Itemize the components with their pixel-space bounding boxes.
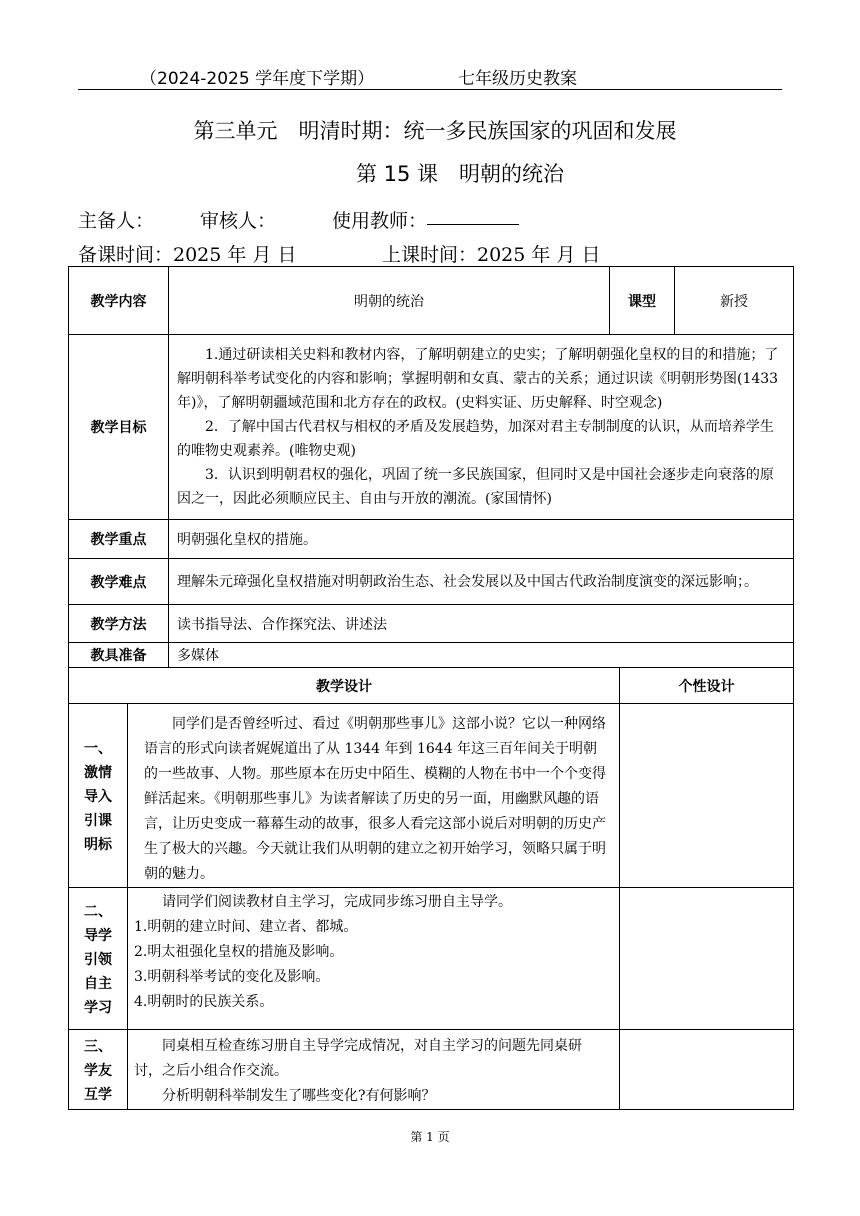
key-row (69, 520, 794, 559)
section-paragraph: 3.明朝科举考试的变化及影响。 (134, 969, 330, 985)
design-header-row (69, 668, 794, 704)
info-table (68, 266, 794, 668)
method-label: 教学方法 (69, 605, 169, 643)
section-paragraph: 1.明朝的建立时间、建立者、都城。 (134, 919, 358, 935)
section-body (128, 704, 620, 888)
lesson-title: 第 15 课 明朝的统治 (355, 162, 565, 186)
section-title: 三、学友互学 (69, 1030, 128, 1110)
design-section (69, 1030, 794, 1110)
type-value: 新授 (675, 267, 794, 335)
tools-row (69, 643, 794, 668)
goal-item: 2．了解中国古代君权与相权的矛盾及发展趋势，加深对君主专制制度的认识，从而培养学生的唯物史观素养。(唯物史观) (177, 419, 774, 459)
custom-design-cell (620, 888, 794, 1030)
design-section (69, 704, 794, 888)
goals-label: 教学目标 (69, 335, 169, 520)
difficulty-value: 理解朱元璋强化皇权措施对明朝政治生态、社会发展以及中国古代政治制度演变的深远影响；。 (169, 559, 794, 605)
design-col-header: 教学设计 (69, 668, 620, 704)
page-header (0, 62, 860, 90)
section-paragraph: 4.明朝时的民族关系。 (134, 994, 274, 1010)
page-number: 第 1 页 (410, 1130, 450, 1144)
section-paragraph: 请同学们阅读教材自主学习，完成同步练习册自主导学。 (162, 894, 512, 910)
prep-time: 备课时间：2025 年 月 日 (78, 244, 297, 266)
teacher-label: 使用教师： (332, 210, 428, 232)
goals-row (69, 335, 794, 520)
type-label: 课型 (610, 267, 675, 335)
difficulty-label: 教学难点 (69, 559, 169, 605)
reviewer-label: 审核人： (200, 210, 277, 232)
subject-title: 七年级历史教案 (458, 69, 577, 89)
design-section (69, 888, 794, 1030)
key-label: 教学重点 (69, 520, 169, 559)
teacher-field (332, 206, 427, 233)
content-value: 明朝的统治 (169, 267, 610, 335)
method-value: 读书指导法、合作探究法、讲述法 (169, 605, 794, 643)
content-row (69, 267, 794, 335)
custom-design-cell (620, 704, 794, 888)
content-label: 教学内容 (69, 267, 169, 335)
design-table (68, 667, 794, 1110)
section-title: 一、激情导入引课明标 (69, 704, 128, 888)
goal-item: 1.通过研读相关史料和教材内容，了解明朝建立的史实；了解明朝强化皇权的目的和措施；了解明朝科举考试变化的内容和影响；掌握明朝和女真、蒙古的关系；通过识读《明朝形势图(1433 年)》，了解明朝疆域范围和北方存在的政权。(史料实证、历史解释、时空观念) (177, 347, 779, 411)
goals-text (169, 335, 794, 520)
header-divider (78, 89, 782, 90)
section-body (128, 888, 620, 1030)
key-value: 明朝强化皇权的措施。 (169, 520, 794, 559)
tools-value: 多媒体 (169, 643, 794, 668)
section-body (128, 1030, 620, 1110)
section-paragraph: 分析明朝科举制发生了哪些变化?有何影响？ (162, 1088, 436, 1104)
difficulty-row (69, 559, 794, 605)
custom-col-header: 个性设计 (620, 668, 794, 704)
tools-label: 教具准备 (69, 643, 169, 668)
method-row (69, 605, 794, 643)
custom-design-cell (620, 1030, 794, 1110)
unit-title: 第三单元 明清时期：统一多民族国家的巩固和发展 (193, 119, 677, 143)
class-time: 上课时间：2025 年 月 日 (382, 244, 601, 266)
teacher-blank (427, 206, 519, 225)
preparer-label: 主备人： (78, 210, 155, 232)
goal-item: 3．认识到明朝君权的强化，巩固了统一多民族国家，但同时又是中国社会逐步走向衰落的原因之一，因此必须顺应民主、自由与开放的潮流。(家国情怀) (177, 467, 774, 507)
school-term: （2024-2025 学年度下学期） (140, 69, 375, 89)
section-paragraph: 2.明太祖强化皇权的措施及影响。 (134, 944, 344, 960)
section-title: 二、导学引领自主学习 (69, 888, 128, 1030)
section-paragraph: 同桌相互检查练习册自主导学完成情况，对自主学习的问题先同桌研讨，之后小组合作交流。 (134, 1038, 582, 1079)
section-paragraph: 同学们是否曾经听过、看过《明朝那些事儿》这部小说？它以一种网络语言的形式向读者娓娓道出了从 1344 年到 1644 年这三百年间关于明朝的一些故事、人物。那些原本在历史中陌生、模糊的人物在书中一个个变得鲜活起来。《明朝那些事儿》为读者解读了历史的另一面，用幽默风趣的语言，让历史变成一幕幕生动的故事，很多人看完这部小说后对明朝的历史产生了极大的兴趣。今天就让我们从明朝的建立之初开始学习，领略只属于明朝的魅力。 (144, 716, 606, 882)
